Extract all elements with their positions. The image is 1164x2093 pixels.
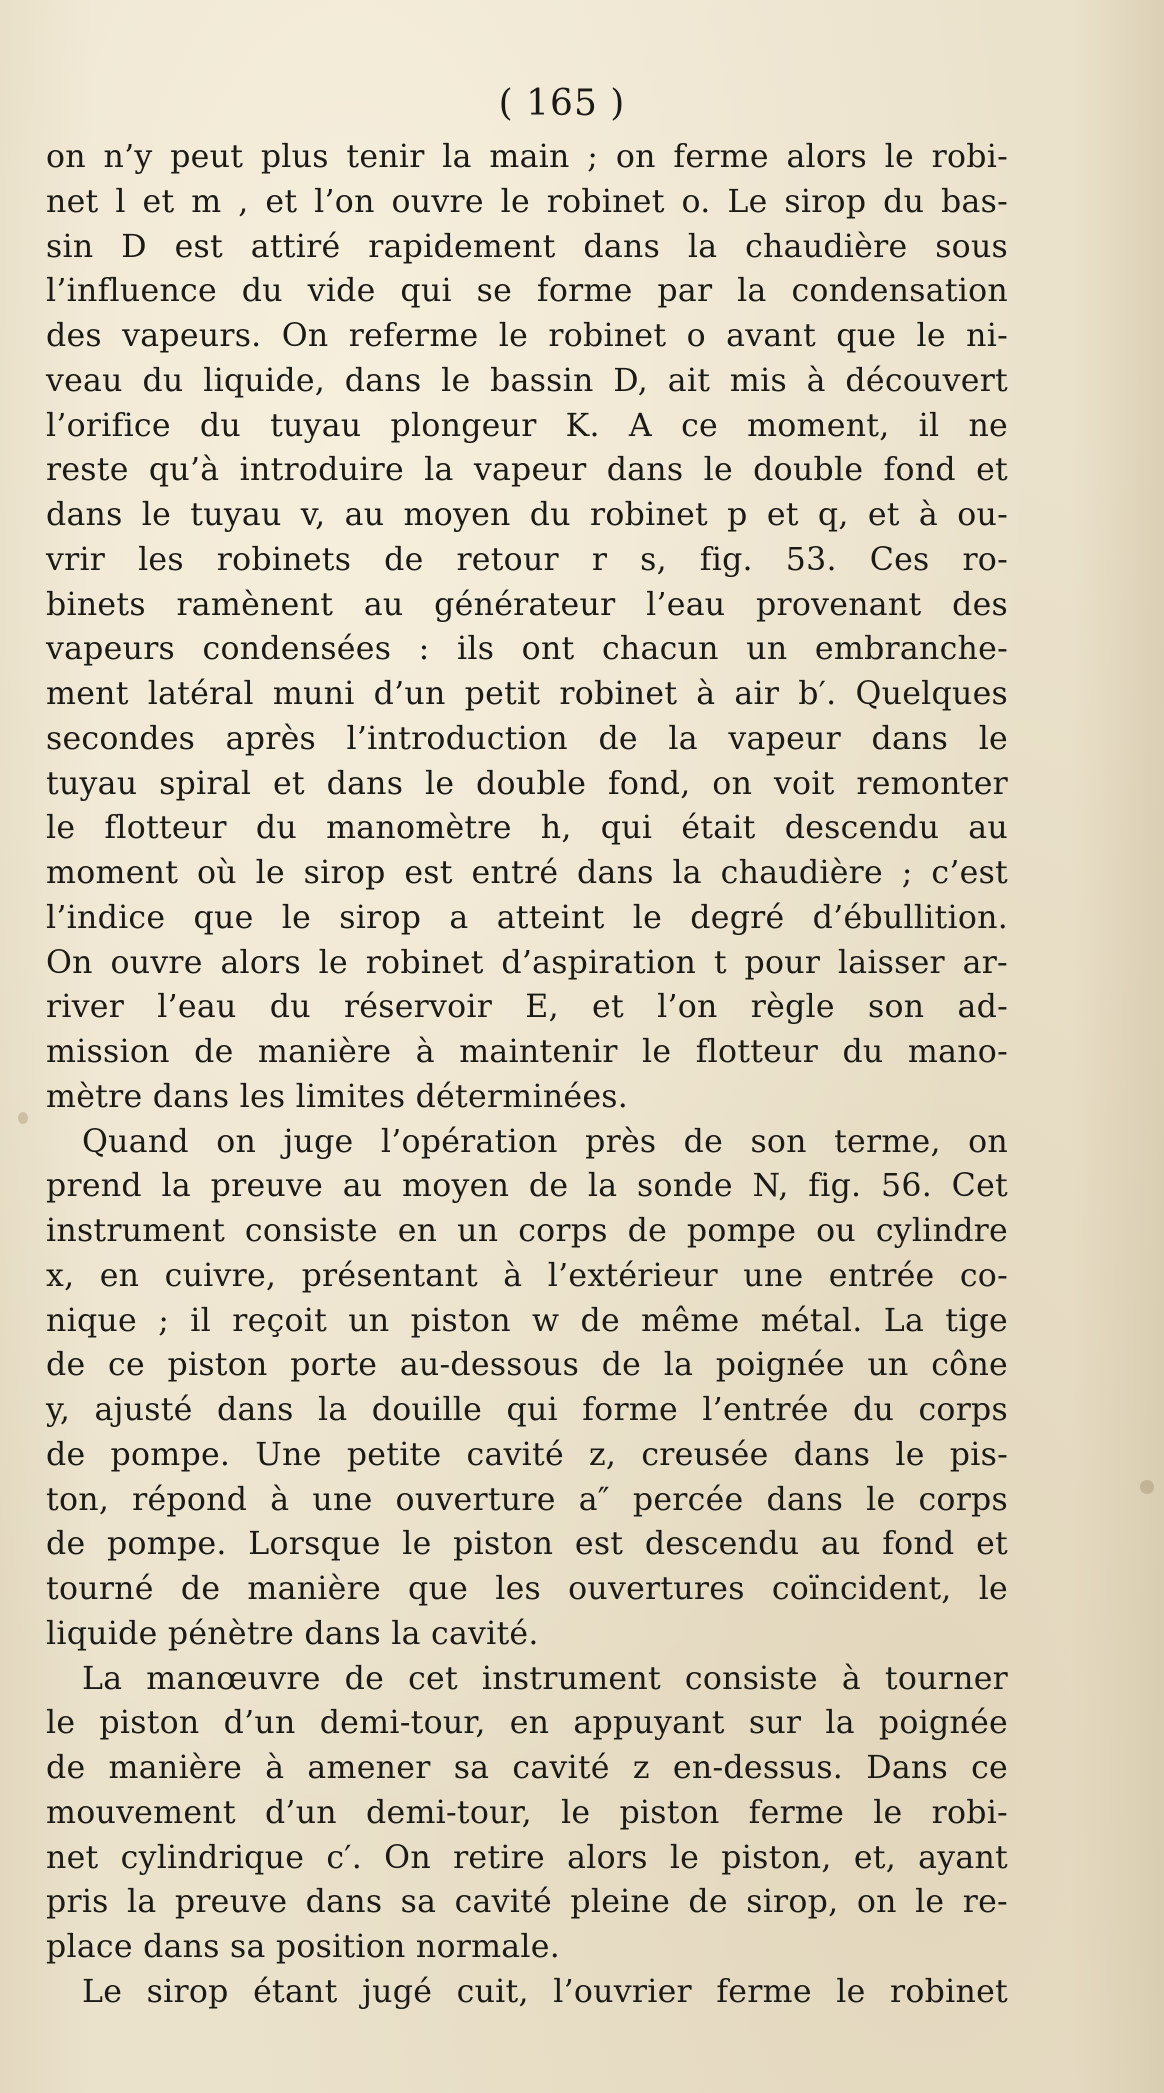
text-line: y, ajusté dans la douille qui forme l’entrée du corps <box>46 1392 1008 1428</box>
paragraph-end-line: liquide pénètre dans la cavité. <box>46 1615 539 1652</box>
page-number: ( 165 ) <box>498 83 626 124</box>
text-line: sin D est attiré rapidement dans la chaudière sous <box>46 228 1008 265</box>
text-line: On ouvre alors le robinet d’aspiration t pour laisser ar- <box>46 944 1008 981</box>
paragraph-end-line: mètre dans les limites déterminées. <box>46 1078 629 1115</box>
paragraph-start-line: La manœuvre de cet instrument consiste à tourner <box>82 1660 1008 1697</box>
text-line: mission de manière à maintenir le flotteur du mano- <box>46 1034 1008 1070</box>
text-line: le piston d’un demi-tour, en appuyant sur la poignée <box>46 1705 1008 1742</box>
text-line: de pompe. Une petite cavité z, creusée dans le pis- <box>46 1436 1008 1473</box>
text-line: instrument consiste en un corps de pompe ou cylindre <box>46 1213 1008 1249</box>
text-line: nique ; il reçoit un piston w de même métal. La tige <box>46 1302 1008 1339</box>
text-line: de manière à amener sa cavité z en-dessus. Dans ce <box>46 1750 1008 1786</box>
text-line: prend la preuve au moyen de la sonde N, fig. 56. Cet <box>46 1168 1008 1205</box>
text-line: l’orifice du tuyau plongeur K. A ce moment, il ne <box>46 407 1008 444</box>
text-line: reste qu’à introduire la vapeur dans le double fond et <box>46 452 1008 489</box>
text-line: vapeurs condensées : ils ont chacun un embranche- <box>46 631 1008 668</box>
paragraph-start-line: Le sirop étant jugé cuit, l’ouvrier ferme le robinet <box>82 1973 1008 2010</box>
text-line: moment où le sirop est entré dans la chaudière ; c’est <box>46 855 1008 891</box>
text-line: binets ramènent au générateur l’eau provenant des <box>46 586 1008 623</box>
text-line: secondes après l’introduction de la vapeur dans le <box>46 720 1008 757</box>
body-text <box>46 135 1008 2015</box>
text-line: dans le tuyau v, au moyen du robinet p et q, et à ou- <box>46 497 1008 533</box>
text-line: ton, répond à une ouverture a″ percée dans le corps <box>46 1481 1008 1518</box>
text-line: on n’y peut plus tenir la main ; on ferme alors le robi- <box>46 139 1008 175</box>
text-line: x, en cuivre, présentant à l’extérieur une entrée co- <box>46 1257 1008 1294</box>
text-line: net cylindrique c′. On retire alors le piston, et, ayant <box>46 1839 1008 1876</box>
text-line: ment latéral muni d’un petit robinet à air b′. Quelques <box>46 676 1008 712</box>
text-line: de ce piston porte au-dessous de la poignée un cône <box>46 1347 1008 1384</box>
paper-speck <box>1140 1480 1154 1494</box>
text-line: de pompe. Lorsque le piston est descendu au fond et <box>46 1526 1008 1563</box>
text-line: des vapeurs. On referme le robinet o avant que le ni- <box>46 318 1008 354</box>
text-line: mouvement d’un demi-tour, le piston ferme le robi- <box>46 1794 1008 1831</box>
paragraph-start-line: Quand on juge l’opération près de son terme, on <box>82 1123 1008 1160</box>
text-line: tourné de manière que les ouvertures coïncident, le <box>46 1571 1008 1607</box>
text-line: l’influence du vide qui se forme par la condensation <box>46 273 1008 310</box>
text-line: river l’eau du réservoir E, et l’on règle son ad- <box>46 989 1008 1026</box>
paper-speck <box>18 1112 28 1124</box>
text-line: pris la preuve dans sa cavité pleine de sirop, on le re- <box>46 1884 1008 1921</box>
text-line: net l et m , et l’on ouvre le robinet o. Le sirop du bas- <box>46 183 1008 220</box>
text-line: vrir les robinets de retour r s, fig. 53. Ces ro- <box>46 541 1008 578</box>
text-line: l’indice que le sirop a atteint le degré d’ébullition. <box>46 899 1008 936</box>
text-line: le flotteur du manomètre h, qui était descendu au <box>46 810 1008 847</box>
text-line: tuyau spiral et dans le double fond, on voit remonter <box>46 765 1008 802</box>
paragraph-end-line: place dans sa position normale. <box>46 1929 560 1965</box>
text-line: veau du liquide, dans le bassin D, ait mis à découvert <box>46 362 1008 399</box>
